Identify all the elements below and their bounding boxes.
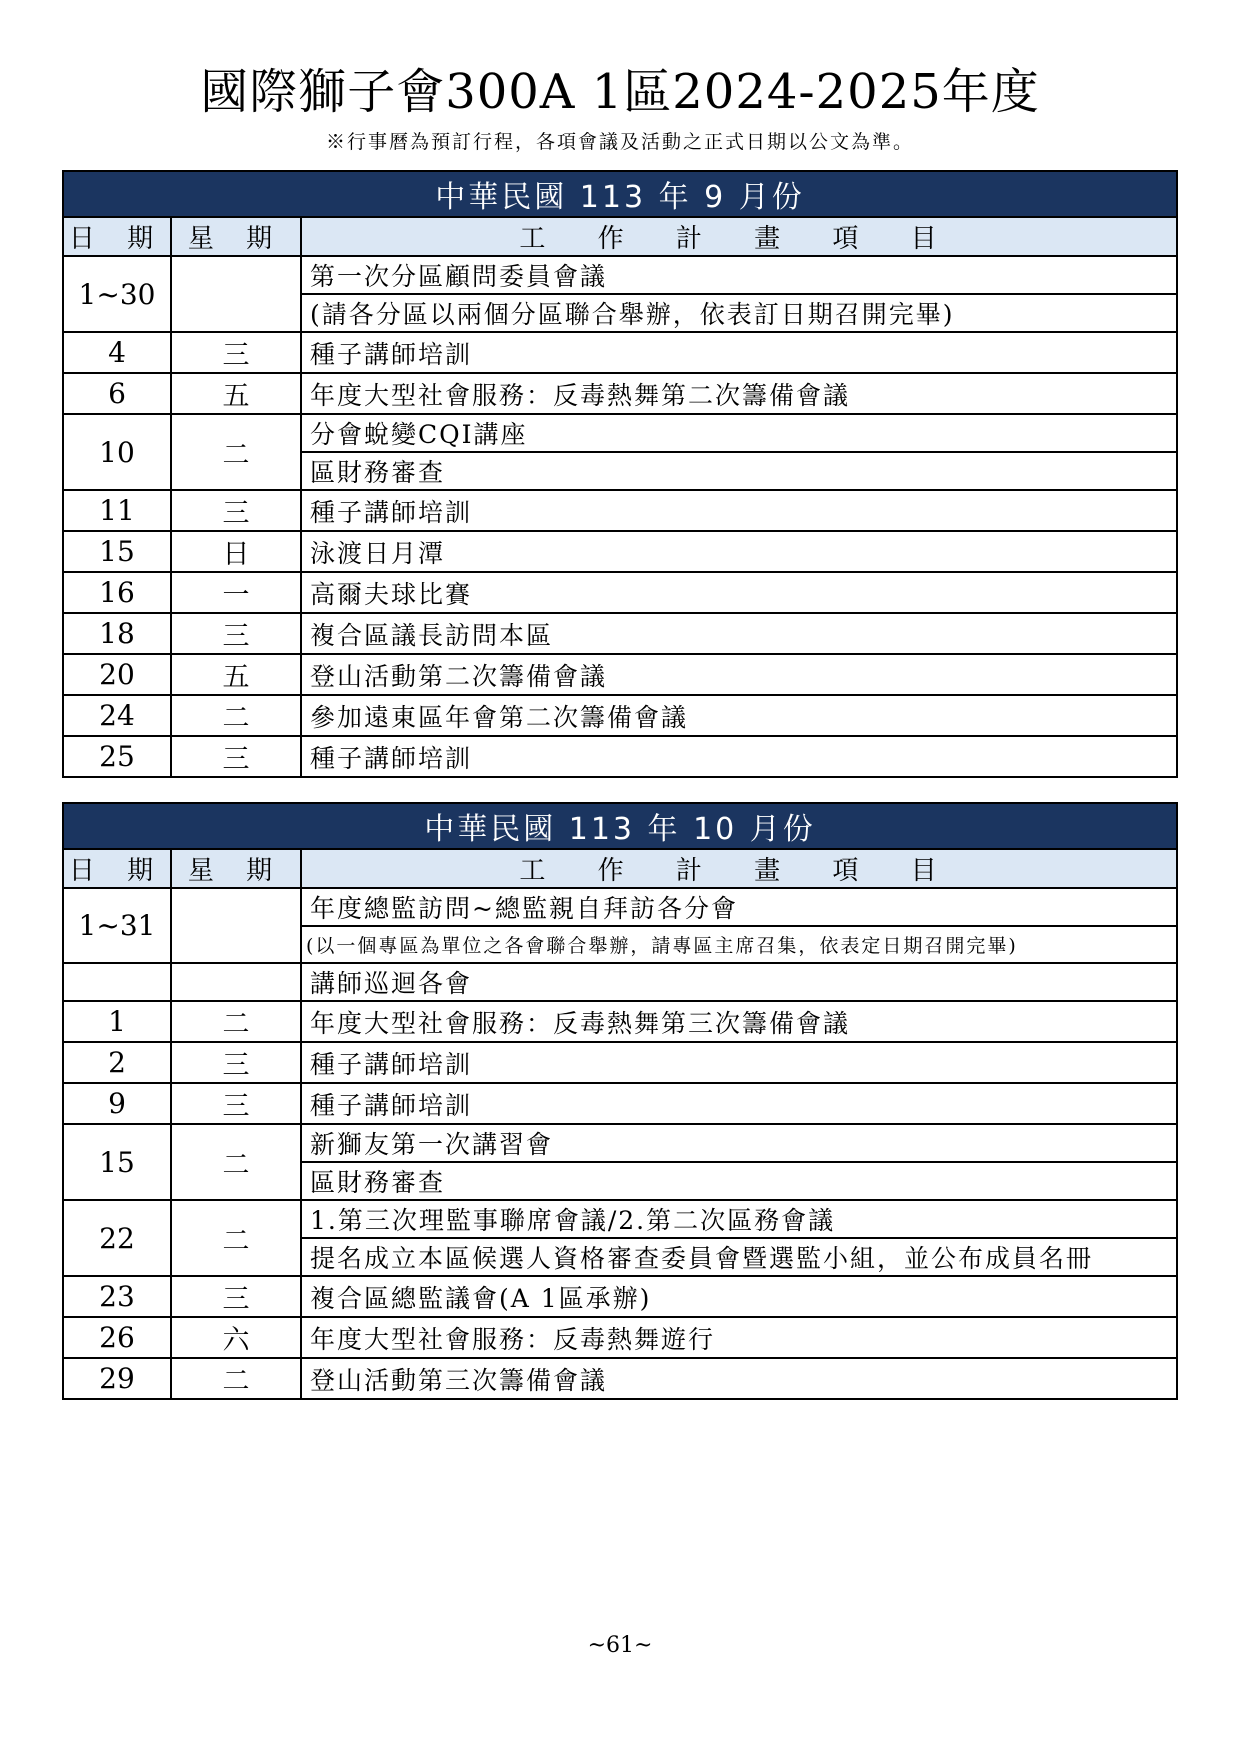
weekday-cell: 五: [171, 654, 301, 695]
weekday-cell: 三: [171, 490, 301, 531]
page-title: 國際獅子會300A 1區2024-2025年度: [200, 64, 1040, 120]
weekday-cell: 二: [171, 1124, 301, 1200]
date-cell: 2: [63, 1042, 171, 1083]
weekday-cell: [171, 256, 301, 332]
weekday-cell: 二: [171, 1200, 301, 1276]
september-schedule-table: [62, 170, 1178, 778]
october-rows: [63, 888, 1177, 1399]
weekday-cell: 一: [171, 572, 301, 613]
item-cell: 種子講師培訓: [301, 736, 1177, 777]
weekday-cell: 二: [171, 695, 301, 736]
weekday-cell: 日: [171, 531, 301, 572]
table-row: [63, 1042, 1177, 1083]
september-month-header: 中華民國 113 年 9 月份: [63, 171, 1177, 217]
table-row: [63, 1001, 1177, 1042]
item-column-header: 工 作 計 畫 項 目: [301, 217, 1177, 256]
table-row: [63, 654, 1177, 695]
date-cell: 20: [63, 654, 171, 695]
table-row: [63, 490, 1177, 531]
item-cell: 年度大型社會服務：反毒熱舞第三次籌備會議: [301, 1001, 1177, 1042]
table-row: [63, 572, 1177, 613]
item-cell: 新獅友第一次講習會: [301, 1124, 1177, 1162]
table-row: [63, 736, 1177, 777]
item-cell: (以一個專區為單位之各會聯合舉辦，請專區主席召集，依表定日期召開完畢): [301, 926, 1177, 963]
table-row: [63, 695, 1177, 736]
date-cell: 11: [63, 490, 171, 531]
item-cell: 種子講師培訓: [301, 1083, 1177, 1124]
date-column-header: 日 期: [63, 217, 171, 256]
item-cell: 1.第三次理監事聯席會議/2.第二次區務會議: [301, 1200, 1177, 1238]
weekday-cell: 二: [171, 1358, 301, 1399]
item-cell: 區財務審查: [301, 452, 1177, 490]
item-cell: 種子講師培訓: [301, 490, 1177, 531]
item-cell: 講師巡迴各會: [301, 963, 1177, 1001]
weekday-cell: 三: [171, 1042, 301, 1083]
date-cell: 6: [63, 373, 171, 414]
weekday-cell: 二: [171, 414, 301, 490]
table-row: [63, 373, 1177, 414]
table-row: [63, 888, 1177, 926]
date-cell: [63, 963, 171, 1001]
table-row: [63, 332, 1177, 373]
item-cell: 提名成立本區候選人資格審查委員會暨選監小組，並公布成員名冊: [301, 1238, 1177, 1276]
table-row: [63, 1200, 1177, 1238]
table-row: [63, 414, 1177, 452]
item-column-header: 工 作 計 畫 項 目: [301, 849, 1177, 888]
table-row: [63, 256, 1177, 294]
october-schedule-table: [62, 802, 1178, 1400]
weekday-column-header: 星 期: [171, 217, 301, 256]
disclaimer-note: ※行事曆為預訂行程，各項會議及活動之正式日期以公文為準。: [325, 131, 914, 153]
date-cell: 26: [63, 1317, 171, 1358]
table-row: [63, 963, 1177, 1001]
item-cell: 參加遠東區年會第二次籌備會議: [301, 695, 1177, 736]
weekday-cell: 三: [171, 613, 301, 654]
table-row: [63, 1276, 1177, 1317]
item-cell: 複合區總監議會(A 1區承辦): [301, 1276, 1177, 1317]
weekday-cell: 六: [171, 1317, 301, 1358]
date-cell: 22: [63, 1200, 171, 1276]
date-cell: 16: [63, 572, 171, 613]
item-cell: 種子講師培訓: [301, 1042, 1177, 1083]
october-month-header: 中華民國 113 年 10 月份: [63, 803, 1177, 849]
weekday-column-header: 星 期: [171, 849, 301, 888]
weekday-cell: 三: [171, 736, 301, 777]
september-column-headers: [63, 217, 1177, 256]
weekday-cell: 二: [171, 1001, 301, 1042]
item-cell: 年度總監訪問~總監親自拜訪各分會: [301, 888, 1177, 926]
item-cell: 第一次分區顧問委員會議: [301, 256, 1177, 294]
item-cell: (請各分區以兩個分區聯合舉辦，依表訂日期召開完畢): [301, 294, 1177, 332]
page-number: ~61~: [587, 1633, 653, 1658]
table-row: [63, 1124, 1177, 1162]
item-cell: 年度大型社會服務：反毒熱舞遊行: [301, 1317, 1177, 1358]
table-row: [63, 1083, 1177, 1124]
item-cell: 登山活動第三次籌備會議: [301, 1358, 1177, 1399]
date-cell: 23: [63, 1276, 171, 1317]
item-cell: 分會蛻變CQI講座: [301, 414, 1177, 452]
item-cell: 複合區議長訪問本區: [301, 613, 1177, 654]
table-row: [63, 1317, 1177, 1358]
item-cell: 年度大型社會服務：反毒熱舞第二次籌備會議: [301, 373, 1177, 414]
date-cell: 25: [63, 736, 171, 777]
date-cell: 29: [63, 1358, 171, 1399]
date-cell: 24: [63, 695, 171, 736]
date-cell: 15: [63, 1124, 171, 1200]
weekday-cell: 三: [171, 1083, 301, 1124]
table-row: [63, 531, 1177, 572]
table-row: [63, 1358, 1177, 1399]
item-cell: 種子講師培訓: [301, 332, 1177, 373]
date-cell: 1~30: [63, 256, 171, 332]
date-cell: 10: [63, 414, 171, 490]
date-column-header: 日 期: [63, 849, 171, 888]
item-cell: 泳渡日月潭: [301, 531, 1177, 572]
weekday-cell: 五: [171, 373, 301, 414]
table-row: [63, 613, 1177, 654]
date-cell: 18: [63, 613, 171, 654]
item-cell: 登山活動第二次籌備會議: [301, 654, 1177, 695]
date-cell: 1: [63, 1001, 171, 1042]
weekday-cell: 三: [171, 1276, 301, 1317]
weekday-cell: [171, 963, 301, 1001]
date-cell: 9: [63, 1083, 171, 1124]
date-cell: 15: [63, 531, 171, 572]
weekday-cell: 三: [171, 332, 301, 373]
september-rows: [63, 256, 1177, 777]
date-cell: 1~31: [63, 888, 171, 963]
weekday-cell: [171, 888, 301, 963]
date-cell: 4: [63, 332, 171, 373]
october-column-headers: [63, 849, 1177, 888]
item-cell: 高爾夫球比賽: [301, 572, 1177, 613]
item-cell: 區財務審查: [301, 1162, 1177, 1200]
